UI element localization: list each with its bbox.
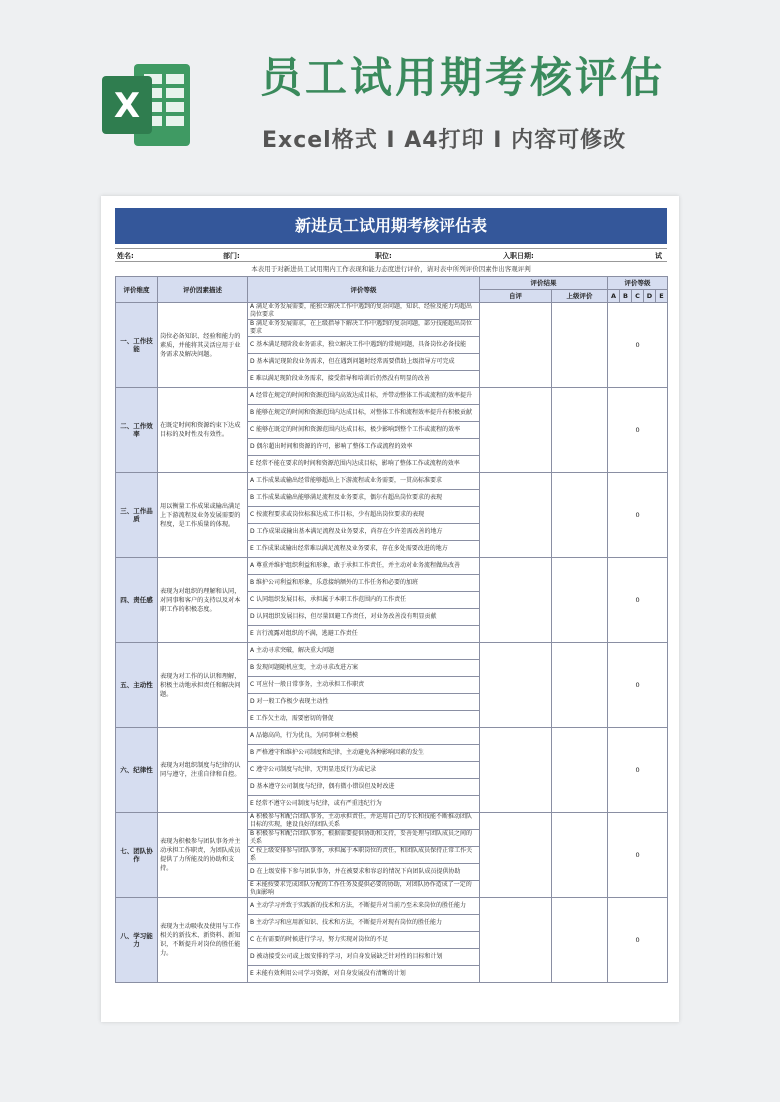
table-row <box>116 558 668 575</box>
position-label: 职位: <box>375 252 392 260</box>
superior-score-input[interactable] <box>552 728 608 813</box>
factor-description: 表现为主动吸收及使用与工作相关的新技术、新资料、新知识，不断提升对岗位的胜任能力。 <box>158 898 248 983</box>
header-dimension: 评价维度 <box>116 277 158 303</box>
grade-option: B 工作成果或输出能够满足流程及业务要求，偶尔有超出岗位要求的表现 <box>248 490 480 507</box>
dimension-cell: 五、主动性 <box>116 643 158 728</box>
grade-option: E 经常不遵守公司制度与纪律，或有严重违纪行为 <box>248 796 480 813</box>
superior-score-input[interactable] <box>552 473 608 558</box>
grade-option: C 认同组织发展目标，承担属于本职工作范围内的工作责任 <box>248 592 480 609</box>
factor-description: 用以衡量工作成果或输出满足上下游流程及业务发展需要的程度，是工作质量的体现。 <box>158 473 248 558</box>
grade-option: E 工作欠主动，需要密切的督促 <box>248 711 480 728</box>
grade-option: A 尊重并维护组织利益和形象，敢于承担工作责任，并主动对业务流程做出改善 <box>248 558 480 575</box>
grade-option: D 在上级安排下参与团队事务，并在被要求和容忍的情况下向团队成员提供协助 <box>248 864 480 881</box>
grade-option: A 经常在规定的时间和资源范围内高效达成目标，并带动整体工作或流程的效率提升 <box>248 388 480 405</box>
dimension-cell: 三、工作品质 <box>116 473 158 558</box>
grade-option: E 言行流露对组织的不满，逃避工作责任 <box>248 626 480 643</box>
table-row <box>116 813 668 830</box>
grade-score: 0 <box>608 473 668 558</box>
grade-option: D 偶尔超出时间和资源的许可，影响了整体工作或流程的效率 <box>248 439 480 456</box>
grade-option: B 严格遵守和维护公司制度和纪律，主动避免各种影响因素的发生 <box>248 745 480 762</box>
grade-score: 0 <box>608 643 668 728</box>
grade-option: D 基本满足现阶段业务需求，但在遇到问题时经常需要借助上级指导方可完成 <box>248 354 480 371</box>
grade-option: C 在有需要的时候进行学习，努力实现对岗位的不足 <box>248 932 480 949</box>
grade-option: D 被动接受公司或上级安排的学习，对自身发展缺乏针对性的目标和计划 <box>248 949 480 966</box>
header-superior: 上级评价 <box>552 290 608 303</box>
superior-score-input[interactable] <box>552 303 608 388</box>
grade-option: D 对一般工作极少表现主动性 <box>248 694 480 711</box>
grade-score: 0 <box>608 303 668 388</box>
dimension-cell: 一、工作技能 <box>116 303 158 388</box>
name-label: 姓名: <box>117 252 134 260</box>
self-score-input[interactable] <box>480 303 552 388</box>
table-row <box>116 473 668 490</box>
self-score-input[interactable] <box>480 898 552 983</box>
evaluation-body <box>116 303 668 983</box>
superior-score-input[interactable] <box>552 388 608 473</box>
factor-description: 表现为对工作的认识和理解，积极主动地承担责任和解决问题。 <box>158 643 248 728</box>
header-level: 评价等级 <box>608 277 668 290</box>
grade-option: C 能够在既定的时间和资源范围内达成目标，极少影响到整个工作或流程的效率 <box>248 422 480 439</box>
table-row <box>116 388 668 405</box>
grade-option: C 基本满足现阶段业务需求，独立解决工作中遇到的常规问题，具备岗位必备技能 <box>248 337 480 354</box>
factor-description: 表现为对组织的理解和认同，对同事和客户的支持以及对本职工作的积极态度。 <box>158 558 248 643</box>
grade-option: A 主动寻求突破，解决重大问题 <box>248 643 480 660</box>
table-row <box>116 728 668 745</box>
dimension-cell: 四、责任感 <box>116 558 158 643</box>
dimension-cell: 七、团队协作 <box>116 813 158 898</box>
self-score-input[interactable] <box>480 643 552 728</box>
form-sheet <box>101 196 679 1022</box>
grade-option: B 能够在规定的时间和资源范围内达成目标，对整体工作和流程效率提升有积极贡献 <box>248 405 480 422</box>
grade-option: D 基本遵守公司制度与纪律，偶有微小错误但及时改进 <box>248 779 480 796</box>
table-row <box>116 303 668 320</box>
grade-option: E 未能有效利用公司学习资源，对自身发展没有清晰的计划 <box>248 966 480 983</box>
self-score-input[interactable] <box>480 813 552 898</box>
grade-score: 0 <box>608 728 668 813</box>
grade-option: B 主动学习和应用新知识、技术和方法，不断提升对现有岗位的胜任能力 <box>248 915 480 932</box>
evaluation-table <box>115 276 668 983</box>
header-level-a: A <box>608 290 620 303</box>
grade-option: D 工作成果或输出基本满足流程及业务要求，尚存在少许差需改善的地方 <box>248 524 480 541</box>
superior-score-input[interactable] <box>552 813 608 898</box>
self-score-input[interactable] <box>480 558 552 643</box>
grade-option: A 积极参与和配合团队事务，主动承担责任，并运用自己的专长和技能不断推动团队目标的实现，建设良好的团队关系 <box>248 813 480 830</box>
factor-description: 表现为积极参与团队事务并主动承担工作职责，为团队成员提供了力所能及的协助和支持。 <box>158 813 248 898</box>
self-score-input[interactable] <box>480 473 552 558</box>
header-grade: 评价等级 <box>248 277 480 303</box>
grade-option: E 经常不能在要求的时间和资源范围内达成目标，影响了整体工作或流程的效率 <box>248 456 480 473</box>
grade-score: 0 <box>608 898 668 983</box>
dimension-cell: 二、工作效率 <box>116 388 158 473</box>
header-result: 评价结果 <box>480 277 608 290</box>
grade-option: B 维护公司利益和形象，乐意接纳额外的工作任务和必要的加班 <box>248 575 480 592</box>
self-score-input[interactable] <box>480 728 552 813</box>
hire-date-label: 入职日期: <box>503 252 534 260</box>
table-row <box>116 643 668 660</box>
banner <box>0 0 780 190</box>
factor-description: 岗位必备知识、经验和能力的素质，并能将其灵活应用于业务需求及解决问题。 <box>158 303 248 388</box>
grade-score: 0 <box>608 388 668 473</box>
factor-description: 表现为对组织制度与纪律的认同与遵守，注重自律和自控。 <box>158 728 248 813</box>
superior-score-input[interactable] <box>552 898 608 983</box>
grade-option: C 按上级安排参与团队事务，承担属于本职岗位的责任，和团队成员保持正常工作关系 <box>248 847 480 864</box>
form-title: 新进员工试用期考核评估表 <box>115 208 667 244</box>
main-title: 员工试用期考核评估 <box>260 53 666 102</box>
grade-option: B 积极参与和配合团队事务，根据需要提供协助和支持，妥善处理与团队成员之间的关系 <box>248 830 480 847</box>
grade-option: C 按流程要求或岗位标准达成工作目标，少有超出岗位要求的表现 <box>248 507 480 524</box>
grade-score: 0 <box>608 558 668 643</box>
header-factor: 评价因素描述 <box>158 277 248 303</box>
header-level-e: E <box>656 290 668 303</box>
grade-option: A 主动学习并致于实践新的技术和方法，不断提升对当前乃至未来岗位的胜任能力 <box>248 898 480 915</box>
subtitle: Excel格式 I A4打印 I 内容可修改 <box>262 128 627 153</box>
extra-label: 试 <box>655 252 662 260</box>
dept-label: 部门: <box>223 252 240 260</box>
grade-option: C 遵守公司制度与纪律，无明显违反行为或记录 <box>248 762 480 779</box>
table-row <box>116 898 668 915</box>
grade-score: 0 <box>608 813 668 898</box>
grade-option: B 发现问题随机应变，主动寻求改进方案 <box>248 660 480 677</box>
info-row <box>115 248 667 262</box>
header-self: 自评 <box>480 290 552 303</box>
grade-option: E 难以满足现阶段业务需求，接受指导和培训后仍然没有明显的改善 <box>248 371 480 388</box>
dimension-cell: 六、纪律性 <box>116 728 158 813</box>
form-note: 本表用于对新进员工试用期内工作表现和能力态度进行评价，请对表中所列评价因素作出客观评判 <box>251 265 531 273</box>
header-level-c: C <box>632 290 644 303</box>
factor-description: 在既定时间和资源约束下达成目标的及时性及有效性。 <box>158 388 248 473</box>
grade-option: E 工作成果或输出经常难以满足流程及业务要求，存在多处需要改进的地方 <box>248 541 480 558</box>
superior-score-input[interactable] <box>552 558 608 643</box>
grade-option: E 未能按要求完成团队分配的工作任务及提供必要的协助，对团队协作造成了一定的负面影响 <box>248 881 480 898</box>
dimension-cell: 八、学习能力 <box>116 898 158 983</box>
svg-text:X: X <box>113 86 141 126</box>
self-score-input[interactable] <box>480 388 552 473</box>
grade-option: B 满足业务发展需求，在上级指导下解决工作中遇到的复杂问题，部分技能超出岗位要求 <box>248 320 480 337</box>
grade-option: C 可应付一般日常事务，主动承担工作职责 <box>248 677 480 694</box>
grade-option: A 品德高尚，行为优良，为同事树立楷模 <box>248 728 480 745</box>
header-level-d: D <box>644 290 656 303</box>
header-level-b: B <box>620 290 632 303</box>
grade-option: A 工作成果或输出经常能够超出上下游流程或业务需要，一贯高标准要求 <box>248 473 480 490</box>
superior-score-input[interactable] <box>552 643 608 728</box>
grade-option: A 满足业务发展需要，能独立解决工作中遇到的复杂问题，知识、经验及能力均超出岗位要求 <box>248 303 480 320</box>
grade-option: D 认同组织发展目标，但尽量回避工作责任，对业务改善没有明显贡献 <box>248 609 480 626</box>
excel-icon <box>100 58 194 152</box>
